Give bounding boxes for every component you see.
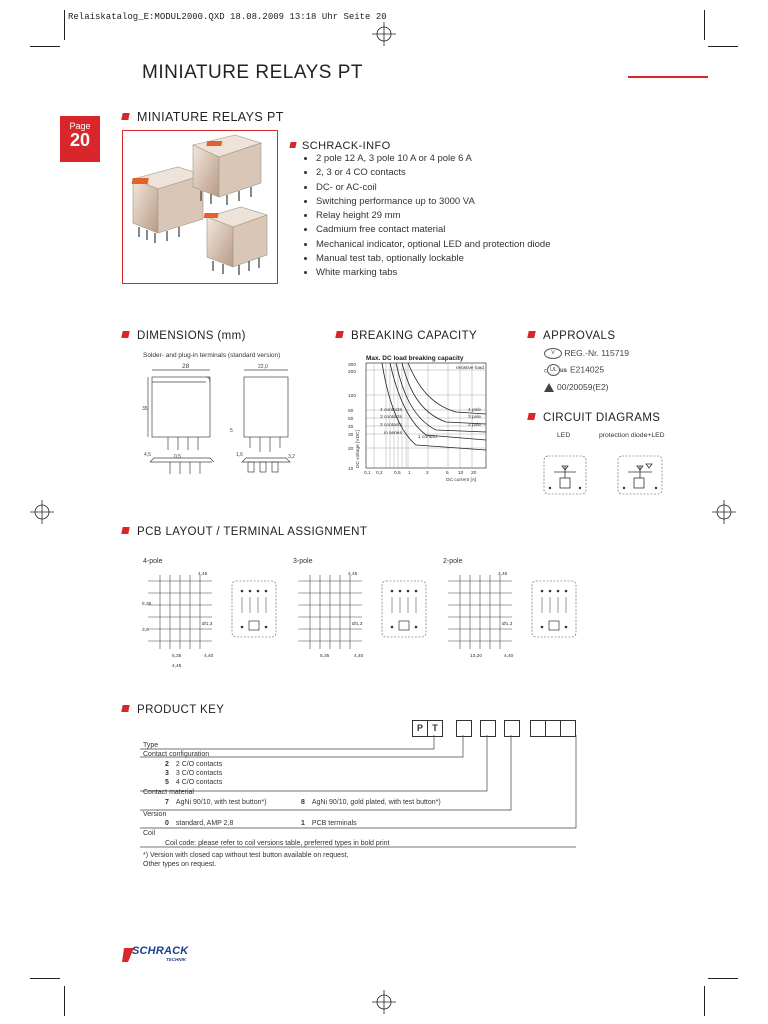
approval-row (544, 382, 609, 392)
chart-annotation: 4 pole (468, 408, 482, 413)
product-key-label: Coil (143, 830, 156, 837)
circuit-label-diode-led: protection diode+LED (599, 432, 665, 439)
product-key-row (165, 770, 222, 777)
logo-subtext: TECHNIK (166, 957, 186, 962)
dimensions-drawing (140, 362, 310, 497)
crop-mark (30, 978, 60, 979)
schrack-logo (122, 944, 196, 966)
approvals-heading (528, 330, 615, 342)
vde-mark-icon: V (544, 348, 562, 359)
crop-mark (704, 986, 705, 1016)
y-tick-label: 60 (348, 409, 354, 414)
crop-mark (708, 978, 738, 979)
product-key-box: P (412, 720, 428, 737)
dimensions-heading (122, 330, 246, 342)
pcb-variant-label: 4-pole (143, 558, 163, 565)
breaking-capacity-heading (336, 330, 477, 342)
y-axis-label: DC voltage [VDC] (356, 430, 361, 468)
crop-mark (704, 10, 705, 40)
product-key-code: 1 (301, 820, 305, 827)
dimensions-caption: Solder- and plug-in terminals (standard version) (143, 352, 281, 359)
list-item: • 2, 3 or 4 CO contacts (316, 166, 551, 180)
product-key-label: Type (143, 742, 159, 749)
breaking-capacity-chart (346, 350, 496, 485)
circuit-label-led: LED (557, 432, 571, 439)
dim-label: 4,5 (144, 452, 151, 458)
warning-triangle-icon (544, 383, 554, 392)
approvals-heading-text: APPROVALS (543, 330, 616, 342)
pcb-dim-label: 4,40 (354, 654, 364, 659)
x-tick-label: 0,1 (364, 471, 371, 476)
x-tick-label: 10 (458, 471, 464, 476)
page-title: MINIATURE RELAYS PT (142, 62, 363, 83)
logo-text: SCHRACK (132, 945, 189, 957)
pcb-dim-label: 3,6 (142, 628, 149, 633)
product-key-row (301, 820, 357, 827)
schrack-info-list (300, 152, 551, 281)
pcb-dim-label: 4,45 (348, 572, 358, 577)
product-key-code: 0 (165, 820, 169, 827)
ul-mark-icon: UL (547, 364, 560, 376)
bullet-square-icon (121, 705, 129, 712)
pcb-dim-label: 5,35 (320, 654, 330, 659)
pcb-dim-label: 4,40 (204, 654, 214, 659)
list-item: • DC- or AC-coil (316, 181, 551, 195)
approval-text: 00/20059(E2) (557, 382, 609, 392)
product-key-footnote: *) Version with closed cap without test button available on request, (143, 852, 349, 859)
product-photo (122, 130, 278, 284)
product-key-text: 4 C/O contacts (175, 779, 223, 786)
x-tick-label: 20 (471, 471, 477, 476)
chart-annotation: in series (384, 431, 402, 436)
circuit-diagrams (540, 452, 670, 498)
x-tick-label: 1 (408, 471, 411, 476)
product-key-text: AgNi 90/10, gold plated, with test button*) (311, 799, 441, 806)
y-tick-label: 10 (348, 467, 354, 472)
dim-label: 28 (182, 363, 190, 370)
title-accent-line (628, 76, 708, 78)
dim-label: 1,6 (236, 452, 243, 458)
breaking-capacity-heading-text: BREAKING CAPACITY (351, 330, 478, 342)
dim-label: 0,5 (174, 454, 181, 460)
dimensions-heading-text: DIMENSIONS (mm) (137, 330, 246, 342)
product-key-box: T (427, 720, 443, 737)
registration-mark (372, 990, 396, 1014)
pcb-dim-label: Ø1,3 (502, 622, 513, 627)
bullet-square-icon (527, 331, 535, 338)
list-item: • Cadmium free contact material (316, 223, 551, 237)
list-item: • White marking tabs (316, 266, 551, 280)
schrack-info-heading-text: SCHRACK-INFO (302, 140, 391, 152)
pcb-dim-label: 4,45 (172, 664, 182, 669)
product-key-text: 2 C/O contacts (175, 761, 223, 768)
product-key-code: 5 (165, 779, 169, 786)
list-item: • Manual test tab, optionally lockable (316, 252, 551, 266)
y-tick-label: 300 (348, 363, 357, 368)
chart-title: Max. DC load breaking capacity (366, 355, 464, 362)
registration-mark (30, 500, 54, 524)
chart-annotation: resistive load (456, 366, 484, 371)
chart-annotation: 4 contacts (380, 408, 402, 413)
ul-suffix: us (560, 368, 568, 375)
crop-mark (64, 986, 65, 1016)
ul-prefix: c (544, 368, 547, 375)
product-key-text: standard, AMP 2,8 (175, 820, 234, 827)
approval-text: REG.-Nr. 115719 (564, 348, 629, 358)
product-key-code: 2 (165, 761, 169, 768)
chart-annotation: 2 pole (468, 423, 482, 428)
dim-label: 5 (230, 428, 233, 434)
chart-annotation: 1 contact (418, 435, 438, 440)
pcb-dim-label: 6,35 (142, 602, 152, 607)
x-tick-label: 2 (426, 471, 429, 476)
pcb-dim-label: 4,40 (504, 654, 514, 659)
chart-annotation: 3 pole (468, 415, 482, 420)
list-item: • Relay height 29 mm (316, 209, 551, 223)
product-key-label: Contact material (143, 789, 194, 796)
bullet-square-icon (121, 113, 129, 120)
print-header: Relaiskatalog_E:MODUL2000.QXD 18.08.2009 13:18 Uhr Seite 20 (68, 12, 387, 22)
pcb-variant-label: 3-pole (293, 558, 313, 565)
crop-mark (30, 46, 60, 47)
approval-row (544, 348, 629, 359)
product-key-text: 3 C/O contacts (175, 770, 223, 777)
product-key-label: Contact configuration (143, 751, 210, 758)
product-key-heading-text: PRODUCT KEY (137, 704, 225, 716)
pcb-variant-label: 2-pole (443, 558, 463, 565)
product-key-heading (122, 704, 224, 716)
dim-label: 3,2 (288, 454, 295, 460)
circuit-diagrams-heading-text: CIRCUIT DIAGRAMS (543, 412, 661, 424)
approval-row (544, 364, 604, 376)
pcb-dim-label: Ø1,3 (202, 622, 213, 627)
pcb-dim-label: 4,45 (198, 572, 208, 577)
section-title (122, 110, 284, 124)
crop-mark (708, 46, 738, 47)
pcb-dim-label: 13,20 (470, 654, 483, 659)
bullet-square-icon (335, 331, 343, 338)
y-tick-label: 50 (348, 417, 354, 422)
schrack-info-heading (290, 140, 391, 152)
x-tick-label: 0,2 (376, 471, 383, 476)
list-item: • Mechanical indicator, optional LED and protection diode (316, 238, 551, 252)
pcb-dim-label: 5,35 (172, 654, 182, 659)
chart-annotation: 2 contacts (380, 423, 402, 428)
chart-annotation: 3 contacts (380, 415, 402, 420)
dim-label: 35 (142, 406, 148, 412)
product-key-footnote: Other types on request. (143, 861, 217, 868)
product-key-text: PCB terminals (311, 820, 357, 827)
pcb-heading-text: PCB LAYOUT / TERMINAL ASSIGNMENT (137, 526, 368, 538)
product-key-text: AgNi 90/10, with test button*) (175, 799, 267, 806)
page-tab (60, 116, 100, 162)
approval-text: E214025 (570, 364, 605, 375)
product-key-code: 3 (165, 770, 169, 777)
product-key-code: 8 (301, 799, 305, 806)
pcb-dim-label: 4,45 (498, 572, 508, 577)
bullet-square-icon (121, 527, 129, 534)
product-key-row (301, 799, 441, 806)
product-key-code: 7 (165, 799, 169, 806)
bullet-square-icon (527, 413, 535, 420)
pcb-layout-drawings (140, 565, 580, 675)
product-key-row (165, 799, 267, 806)
list-item: • Switching performance up to 3000 VA (316, 195, 551, 209)
registration-mark (372, 22, 396, 46)
product-key-row (165, 779, 222, 786)
product-key-label: Version (143, 811, 167, 818)
bullet-square-icon (121, 331, 129, 338)
y-tick-label: 20 (348, 447, 354, 452)
circuit-diagrams-heading (528, 412, 660, 424)
product-key-row (165, 761, 222, 768)
product-key-row (165, 820, 233, 827)
y-tick-label: 200 (348, 370, 357, 375)
page-tab-number: 20 (69, 130, 91, 150)
y-tick-label: 40 (348, 425, 354, 430)
relay-photo-illustration (123, 131, 277, 283)
crop-mark (64, 10, 65, 40)
section-title-text: MINIATURE RELAYS PT (137, 110, 284, 124)
bullet-square-icon (289, 142, 296, 148)
y-tick-label: 100 (348, 394, 357, 399)
page-tab-label: Page (69, 121, 91, 131)
pcb-heading (122, 526, 367, 538)
x-tick-label: 0,5 (394, 471, 401, 476)
dim-label: 22,0 (258, 364, 268, 370)
list-item: • 2 pole 12 A, 3 pole 10 A or 4 pole 6 A (316, 152, 551, 166)
x-tick-label: 5 (446, 471, 449, 476)
y-tick-label: 30 (348, 433, 354, 438)
pcb-dim-label: Ø1,3 (352, 622, 363, 627)
product-key-note: Coil code: please refer to coil versions table, preferred types in bold print (165, 840, 390, 847)
x-axis-label: DC current [A] (446, 478, 477, 483)
registration-mark (712, 500, 736, 524)
